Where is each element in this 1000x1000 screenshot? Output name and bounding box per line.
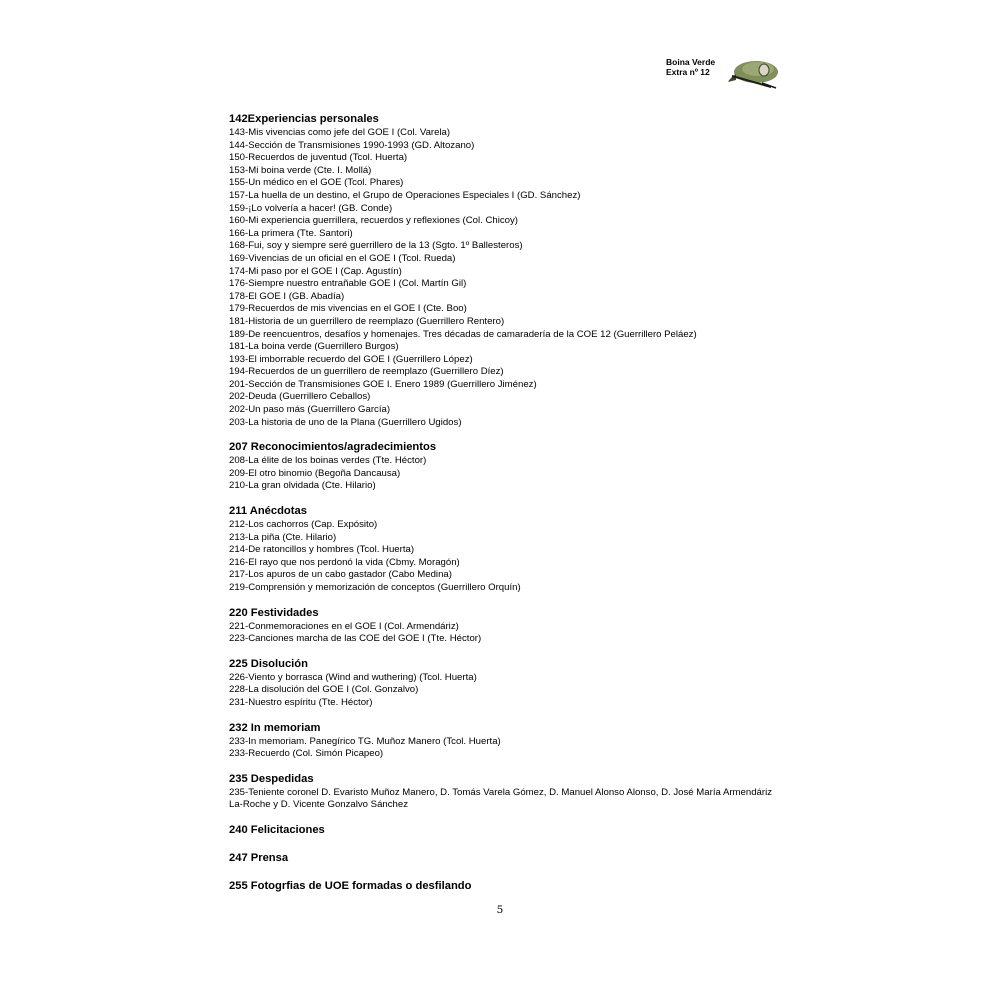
toc-entry: 209-El otro binomio (Begoña Dancausa) xyxy=(229,467,401,479)
toc-entry: 213-La piña (Cte. Hilario) xyxy=(229,531,337,543)
toc-entry: 181-La boina verde (Guerrillero Burgos) xyxy=(229,341,399,353)
toc-entry: 221-Conmemoraciones en el GOE I (Col. Armendáriz) xyxy=(229,620,459,632)
section-title: 207 Reconocimientos/agradecimientos xyxy=(229,441,437,454)
toc-entry: 208-La élite de los boinas verdes (Tte. Héctor) xyxy=(229,455,427,467)
section-title: 235 Despedidas xyxy=(229,772,314,785)
toc-entry: 143-Mis vivencias como jefe del GOE I (Col. Varela) xyxy=(229,127,451,138)
toc-entry: 144-Sección de Transmisiones 1990-1993 (GD. Altozano) xyxy=(229,139,475,151)
toc-entry: 169-Vivencias de un oficial en el GOE I (Tcol. Rueda) xyxy=(229,252,456,264)
toc-entry: 157-La huella de un destino, el Grupo de Operaciones Especiales I (GD. Sánchez) xyxy=(229,189,581,201)
section-title: 232 In memoriam xyxy=(229,721,321,734)
toc-entry: 217-Los apuros de un cabo gastador (Cabo Medina) xyxy=(229,569,452,581)
section-title: 220 Festividades xyxy=(229,606,319,619)
toc-section xyxy=(229,722,789,761)
toc-entry: 201-Sección de Transmisiones GOE I. Enero 1989 (Guerrillero Jiménez) xyxy=(229,378,537,390)
toc-entry: 228-La disolución del GOE I (Col. Gonzalvo) xyxy=(229,684,419,696)
toc-section xyxy=(229,113,789,429)
toc-entry: 168-Fui, soy y siempre seré guerrillero de la 13 (Sgto. 1º Ballesteros) xyxy=(229,240,523,252)
toc-entry: 223-Canciones marcha de las COE del GOE I (Tte. Héctor) xyxy=(229,633,482,645)
toc-entry: 194-Recuerdos de un guerrillero de reemplazo (Guerrillero Díez) xyxy=(229,366,504,378)
toc-entry: 219-Comprensión y memorización de conceptos (Guerrillero Orquín) xyxy=(229,582,521,593)
page-header xyxy=(666,52,786,92)
toc-entry: 155-Un médico en el GOE (Tcol. Phares) xyxy=(229,177,404,189)
toc-entry: 176-Siempre nuestro entrañable GOE I (Col. Martín Gil) xyxy=(229,278,467,290)
toc-entry: 174-Mi paso por el GOE I (Cap. Agustín) xyxy=(229,265,402,277)
toc-entry: 181-Historia de un guerrillero de reemplazo (Guerrillero Rentero) xyxy=(229,315,505,327)
section-title: 247 Prensa xyxy=(229,851,289,864)
toc-entry: 150-Recuerdos de juventud (Tcol. Huerta) xyxy=(229,152,408,164)
toc-entry: 214-De ratoncillos y hombres (Tcol. Huerta) xyxy=(229,544,415,556)
toc-entry: 233-Recuerdo (Col. Simón Picapeo) xyxy=(229,748,384,760)
section-title: 142Experiencias personales xyxy=(229,113,379,125)
section-title: 255 Fotogrfias de UOE formadas o desfilando xyxy=(229,879,472,892)
toc-entry: 189-De reencuentros, desafíos y homenajes. Tres décadas de camaradería de la COE 12 (Guerrillero Peláez) xyxy=(229,328,697,340)
toc-entry: 235-Teniente coronel D. Evaristo Muñoz Manero, D. Tomás Varela Gómez, D. Manuel Alonso Alonso, D. José María Armendáriz La-Roche y D. Vicente Gonzalvo Sánchez xyxy=(229,786,773,811)
section-title: 240 Felicitaciones xyxy=(229,823,325,836)
toc-entry: 210-La gran olvidada (Cte. Hilario) xyxy=(229,480,376,492)
toc-entry: 233-In memoriam. Panegírico TG. Muñoz Manero (Tcol. Huerta) xyxy=(229,735,501,747)
header-text xyxy=(666,57,715,77)
toc-entry: 179-Recuerdos de mis vivencias en el GOE I (Cte. Boo) xyxy=(229,303,467,315)
toc-entry: 202-Un paso más (Guerrillero García) xyxy=(229,404,391,416)
toc-entry: 231-Nuestro espíritu (Tte. Héctor) xyxy=(229,696,373,708)
green-beret-logo-icon xyxy=(726,52,782,90)
toc-entry: 226-Viento y borrasca (Wind and wuthering) (Tcol. Huerta) xyxy=(229,671,477,683)
toc-entry: 178-El GOE I (GB. Abadía) xyxy=(229,290,345,302)
section-title: 225 Disolución xyxy=(229,657,308,670)
toc-section xyxy=(229,607,789,646)
toc-entry: 153-Mi boina verde (Cte. I. Mollá) xyxy=(229,164,372,176)
header-title: Boina Verde xyxy=(666,57,716,67)
toc-section xyxy=(229,441,789,493)
toc-section xyxy=(229,880,789,893)
toc-entry: 203-La historia de uno de la Plana (Guerrillero Ugidos) xyxy=(229,416,462,428)
toc-entry: 160-Mi experiencia guerrillera, recuerdos y reflexiones (Col. Chicoy) xyxy=(229,215,518,227)
toc-section xyxy=(229,852,789,865)
header-issue: Extra nº 12 xyxy=(666,67,710,77)
toc-entry: 166-La primera (Tte. Santori) xyxy=(229,227,353,239)
table-of-contents xyxy=(229,113,789,908)
toc-entry: 193-El imborrable recuerdo del GOE I (Guerrillero López) xyxy=(229,353,473,365)
page-number: 5 xyxy=(496,904,504,916)
toc-entry: 216-El rayo que nos perdonó la vida (Cbmy. Moragón) xyxy=(229,556,460,568)
toc-section xyxy=(229,505,789,595)
toc-section xyxy=(229,824,789,837)
toc-entry: 212-Los cachorros (Cap. Expósito) xyxy=(229,519,378,531)
toc-entry: 202-Deuda (Guerrillero Ceballos) xyxy=(229,391,371,403)
toc-entry: 159-¡Lo volvería a hacer! (GB. Conde) xyxy=(229,202,393,214)
toc-section xyxy=(229,773,789,812)
section-title: 211 Anécdotas xyxy=(229,505,307,518)
toc-section xyxy=(229,658,789,710)
